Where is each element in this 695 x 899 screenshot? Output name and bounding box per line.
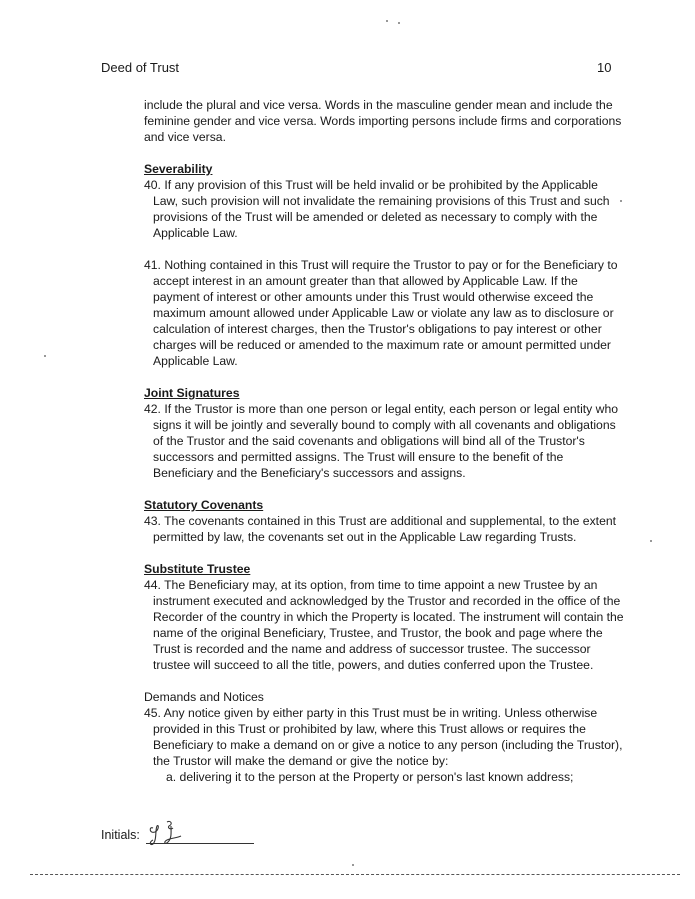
clause-41: 41. Nothing contained in this Trust will require the Trustor to pay or for the Beneficiary to accept interest in an amount greater than that allowed by Applicable Law. If the payment of interest or other amounts under this Trust would otherwise exceed the maximum amount allowed under Applicable Law or violate any law as to disclosure or calculation of interest charges, then the Trustor's obligations to pay interest or other charges will be reduced or amended to the maximum rate or amount permitted under Applicable Law. [144, 258, 618, 368]
initials-line [146, 843, 254, 844]
footer-rule [30, 874, 680, 875]
heading-joint-signatures: Joint Signatures [144, 386, 240, 400]
clause-40: 40. If any provision of this Trust will be held invalid or be prohibited by the Applicable Law, such provision will not invalidate the remaining provisions of this Trust and such provisions of the Trust will be amended or deleted as necessary to comply with the Applicable Law. [144, 178, 610, 240]
heading-severability: Severability [144, 162, 213, 176]
page-number: 10 [597, 60, 612, 75]
clause-44: 44. The Beneficiary may, at its option, from time to time appoint a new Trustee by an instrument executed and acknowledged by the Trustor and recorded in the office of the Recorder of the country in which the Property is located. The instrument will contain the name of the original Beneficiary, Trustee, and Trustor, the book and page where the Trust is recorded and the name and address of successor trustee. The successor trustee will succeed to all the title, powers, and duties conferred upon the Trustee. [144, 578, 624, 672]
initials-label: Initials: [101, 828, 140, 842]
document-body [144, 97, 624, 785]
header-title: Deed of Trust [101, 60, 180, 75]
clause-45: 45. Any notice given by either party in this Trust must be in writing. Unless otherwise provided in this Trust or prohibited by law, where this Trust allows or requires the Beneficiary to make a demand on or give a notice to any person (including the Trustor), the Trustor will make the demand or give the notice by: [144, 706, 623, 768]
scan-speck [44, 355, 46, 357]
intro-paragraph: include the plural and vice versa. Words in the masculine gender mean and include the feminine gender and vice versa. Words importing persons include firms and corporations and vice versa. [144, 98, 622, 144]
clause-42: 42. If the Trustor is more than one person or legal entity, each person or legal entity who signs it will be jointly and severally bound to comply with all covenants and obligations of the Trustor and the said covenants and obligations will bind all of the Trustor's successors and permitted assigns. The Trust will ensure to the benefit of the Beneficiary and the Beneficiary's successors and assigns. [144, 402, 618, 480]
scan-speck [620, 200, 622, 202]
scan-speck [398, 22, 400, 24]
heading-substitute-trustee: Substitute Trustee [144, 562, 251, 576]
scan-speck [386, 20, 388, 22]
clause-43: 43. The covenants contained in this Trust are additional and supplemental, to the extent permitted by law, the covenants set out in the Applicable Law regarding Trusts. [144, 514, 617, 544]
clause-45-item-a: a. delivering it to the person at the Property or person's last known address; [166, 770, 574, 784]
scan-speck [650, 540, 652, 542]
scan-speck [352, 864, 354, 866]
heading-statutory-covenants: Statutory Covenants [144, 498, 264, 512]
heading-demands-notices: Demands and Notices [144, 690, 264, 704]
